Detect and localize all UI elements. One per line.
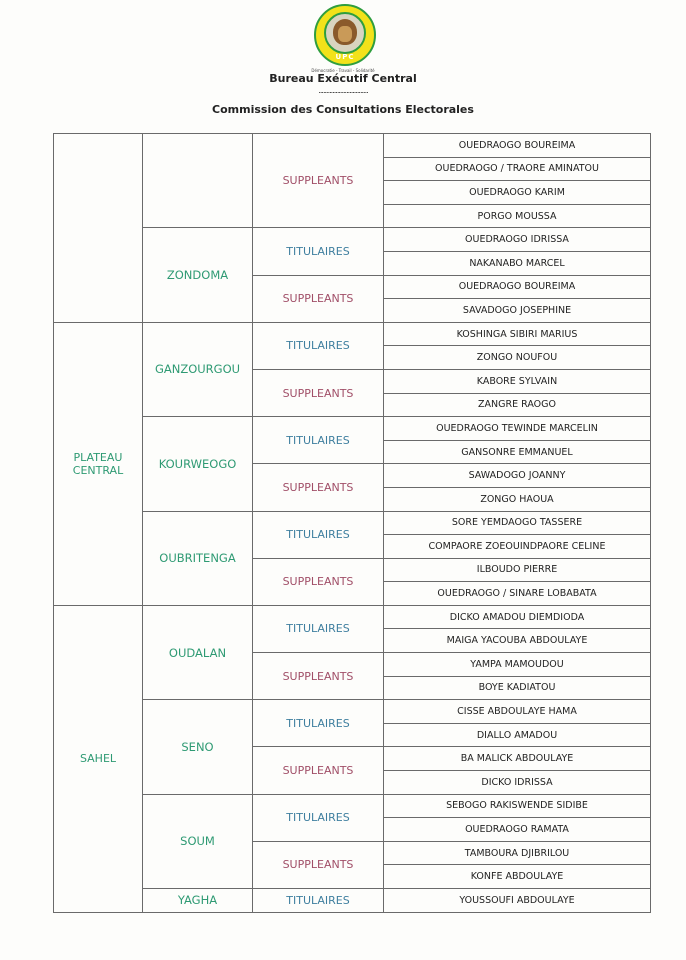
table-row: [54, 228, 651, 252]
titulaires-label: TITULAIRES: [253, 794, 384, 841]
province-cell: SOUM: [143, 794, 253, 888]
candidates-table: [53, 133, 651, 913]
member-name: KABORE SYLVAIN: [384, 369, 651, 393]
member-name: ZONGO HAOUA: [384, 487, 651, 511]
suppleants-label: SUPPLEANTS: [253, 134, 384, 228]
member-name: NAKANABO MARCEL: [384, 251, 651, 275]
logo-acronym: UPC: [335, 53, 355, 61]
province-cell: ZONDOMA: [143, 228, 253, 322]
member-name: DIALLO AMADOU: [384, 723, 651, 747]
member-name: YAMPA MAMOUDOU: [384, 653, 651, 677]
title-separator: ................................: [318, 86, 368, 95]
region-cell: PLATEAU CENTRAL: [54, 322, 143, 605]
member-name: KOSHINGA SIBIRI MARIUS: [384, 322, 651, 346]
member-name: DICKO IDRISSA: [384, 771, 651, 795]
member-name: YOUSSOUFI ABDOULAYE: [384, 889, 651, 913]
titulaires-label: TITULAIRES: [253, 228, 384, 275]
province-cell: [143, 134, 253, 228]
document-subtitle: Commission des Consultations Electorales: [212, 103, 474, 116]
province-cell: SENO: [143, 700, 253, 794]
province-cell: KOURWEOGO: [143, 417, 253, 511]
document-title: Bureau Exécutif Central: [269, 72, 417, 85]
member-name: SAWADOGO JOANNY: [384, 464, 651, 488]
table-row: [54, 134, 651, 158]
member-name: BA MALICK ABDOULAYE: [384, 747, 651, 771]
suppleants-label: SUPPLEANTS: [253, 464, 384, 511]
member-name: KONFE ABDOULAYE: [384, 865, 651, 889]
member-name: COMPAORE ZOEOUINDPAORE CELINE: [384, 535, 651, 559]
table-row: [54, 794, 651, 818]
region-cell: SAHEL: [54, 605, 143, 912]
member-name: ZANGRE RAOGO: [384, 393, 651, 417]
suppleants-label: SUPPLEANTS: [253, 275, 384, 322]
suppleants-label: SUPPLEANTS: [253, 558, 384, 605]
suppleants-label: SUPPLEANTS: [253, 653, 384, 700]
member-name: ZONGO NOUFOU: [384, 346, 651, 370]
province-cell: GANZOURGOU: [143, 322, 253, 416]
table-row: [54, 605, 651, 629]
titulaires-label: TITULAIRES: [253, 417, 384, 464]
titulaires-label: TITULAIRES: [253, 700, 384, 747]
suppleants-label: SUPPLEANTS: [253, 747, 384, 794]
region-cell: [54, 134, 143, 323]
member-name: BOYE KADIATOU: [384, 676, 651, 700]
member-name: OUEDRAOGO TEWINDE MARCELIN: [384, 417, 651, 441]
table-row: [54, 322, 651, 346]
member-name: ILBOUDO PIERRE: [384, 558, 651, 582]
province-cell: OUBRITENGA: [143, 511, 253, 605]
titulaires-label: TITULAIRES: [253, 889, 384, 913]
member-name: PORGO MOUSSA: [384, 204, 651, 228]
member-name: TAMBOURA DJIBRILOU: [384, 841, 651, 865]
table-row: [54, 417, 651, 441]
table-row: [54, 700, 651, 724]
lion-emblem-icon: [324, 12, 366, 54]
member-name: SAVADOGO JOSEPHINE: [384, 299, 651, 323]
suppleants-label: SUPPLEANTS: [253, 841, 384, 888]
member-name: SEBOGO RAKISWENDE SIDIBE: [384, 794, 651, 818]
member-name: OUEDRAOGO / SINARE LOBABATA: [384, 582, 651, 606]
suppleants-label: SUPPLEANTS: [253, 369, 384, 416]
logo-tagline: Démocratie - Travail - Solidarité: [311, 68, 375, 73]
member-name: GANSONRE EMMANUEL: [384, 440, 651, 464]
member-name: OUEDRAOGO IDRISSA: [384, 228, 651, 252]
member-name: OUEDRAOGO / TRAORE AMINATOU: [384, 157, 651, 181]
member-name: MAIGA YACOUBA ABDOULAYE: [384, 629, 651, 653]
table-row: [54, 889, 651, 913]
titulaires-label: TITULAIRES: [253, 322, 384, 369]
member-name: OUEDRAOGO KARIM: [384, 181, 651, 205]
province-cell: OUDALAN: [143, 605, 253, 699]
table-row: [54, 511, 651, 535]
member-name: DICKO AMADOU DIEMDIODA: [384, 605, 651, 629]
titulaires-label: TITULAIRES: [253, 605, 384, 652]
party-logo: [314, 4, 376, 66]
member-name: SORE YEMDAOGO TASSERE: [384, 511, 651, 535]
province-cell: YAGHA: [143, 889, 253, 913]
member-name: OUEDRAOGO RAMATA: [384, 818, 651, 842]
titulaires-label: TITULAIRES: [253, 511, 384, 558]
member-name: OUEDRAOGO BOUREIMA: [384, 134, 651, 158]
member-name: OUEDRAOGO BOUREIMA: [384, 275, 651, 299]
member-name: CISSE ABDOULAYE HAMA: [384, 700, 651, 724]
